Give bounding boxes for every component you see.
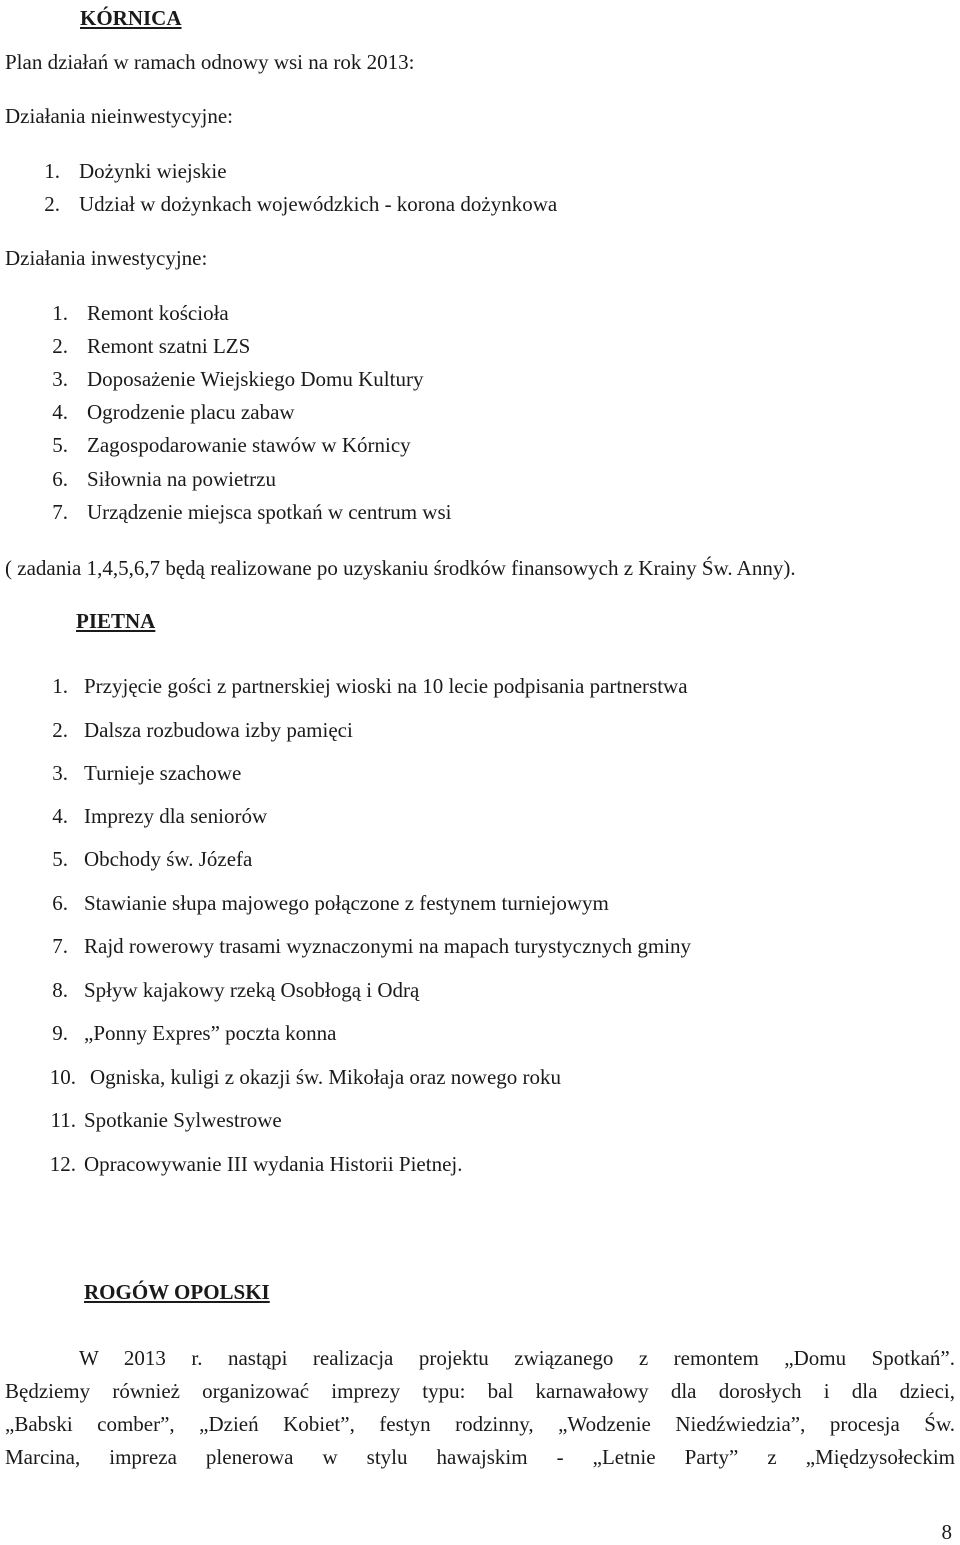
list-number: 2. [52, 334, 68, 358]
section-heading-kornica: KÓRNICA [80, 6, 182, 30]
paragraph-line: „Babski comber”, „Dzień Kobiet”, festyn rodzinny, „Wodzenie Niedźwiedzia”, procesja Św. [5, 1412, 955, 1436]
list-number: 4. [52, 804, 68, 828]
list-number: 2. [44, 192, 60, 216]
list-number: 1. [44, 159, 60, 183]
list-number: 1. [52, 301, 68, 325]
page-number: 8 [941, 1520, 952, 1544]
section-heading-pietna: PIETNA [76, 609, 156, 633]
list-text: Siłownia na powietrzu [87, 467, 276, 491]
investment-label: Działania inwestycyjne: [5, 246, 208, 270]
list-text: Ogrodzenie placu zabaw [87, 400, 295, 424]
list-text: Remont kościoła [87, 301, 229, 325]
list-text: Doposażenie Wiejskiego Domu Kultury [87, 367, 424, 391]
list-number: 3. [52, 761, 68, 785]
list-text: Ogniska, kuligi z okazji św. Mikołaja oraz nowego roku [90, 1065, 562, 1089]
list-number: 10. [49, 1065, 76, 1089]
list-number: 3. [52, 367, 68, 391]
list-text: „Ponny Expres” poczta konna [84, 1021, 337, 1045]
paragraph-line: Będziemy również organizować imprezy typu: bal karnawałowy dla dorosłych i dla dzieci, [5, 1379, 955, 1403]
list-text: Remont szatni LZS [87, 334, 251, 358]
list-text: Dalsza rozbudowa izby pamięci [84, 718, 353, 742]
list-text: Imprezy dla seniorów [84, 804, 268, 828]
list-number: 11. [50, 1108, 76, 1132]
list-number: 6. [52, 467, 68, 491]
paragraph-line: W 2013 r. nastąpi realizacja projektu związanego z remontem „Domu Spotkań”. [79, 1346, 955, 1370]
list-number: 5. [52, 433, 68, 457]
list-text: Spływ kajakowy rzeką Osobłogą i Odrą [84, 978, 420, 1002]
list-number: 1. [52, 674, 68, 698]
list-number: 7. [52, 934, 68, 958]
list-text: Udział w dożynkach wojewódzkich - korona dożynkowa [79, 192, 558, 216]
list-text: Stawianie słupa majowego połączone z festynem turniejowym [84, 891, 609, 915]
list-number: 4. [52, 400, 68, 424]
list-text: Urządzenie miejsca spotkań w centrum wsi [87, 500, 452, 524]
list-text: Zagospodarowanie stawów w Kórnicy [87, 433, 411, 457]
funding-note: ( zadania 1,4,5,6,7 będą realizowane po uzyskaniu środków finansowych z Krainy Św. Anny). [5, 556, 796, 580]
non-investment-label: Działania nieinwestycyjne: [5, 104, 233, 128]
list-number: 9. [52, 1021, 68, 1045]
list-text: Przyjęcie gości z partnerskiej wioski na 10 lecie podpisania partnerstwa [84, 674, 688, 698]
list-text: Turnieje szachowe [84, 761, 242, 785]
section-heading-rogow-opolski: ROGÓW OPOLSKI [84, 1280, 270, 1304]
list-number: 5. [52, 847, 68, 871]
list-number: 7. [52, 500, 68, 524]
list-number: 6. [52, 891, 68, 915]
list-text: Spotkanie Sylwestrowe [84, 1108, 282, 1132]
plan-title: Plan działań w ramach odnowy wsi na rok 2013: [5, 50, 415, 74]
list-text: Dożynki wiejskie [79, 159, 227, 183]
list-text: Rajd rowerowy trasami wyznaczonymi na mapach turystycznych gminy [84, 934, 692, 958]
list-text: Obchody św. Józefa [84, 847, 253, 871]
list-number: 8. [52, 978, 68, 1002]
list-number: 2. [52, 718, 68, 742]
list-number: 12. [49, 1152, 76, 1176]
paragraph-line: Marcina, impreza plenerowa w stylu hawajskim - „Letnie Party” z „Międzysołeckim [5, 1445, 955, 1469]
list-text: Opracowywanie III wydania Historii Pietnej. [84, 1152, 463, 1176]
